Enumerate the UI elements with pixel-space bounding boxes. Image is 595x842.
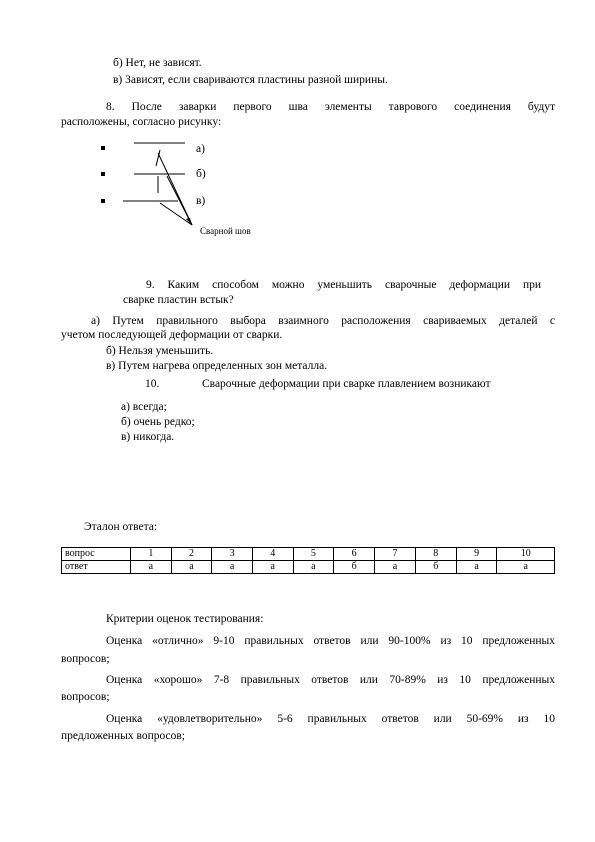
question-number: 6 xyxy=(334,548,375,561)
question-number: 2 xyxy=(171,548,212,561)
question-number: 10 xyxy=(497,548,555,561)
criteria-satisfactory-line2: предложенных вопросов; xyxy=(61,730,185,742)
criteria-good-line1: Оценка «хорошо» 7-8 правильных ответов или 70-89% из 10 предложенных xyxy=(106,674,555,686)
criteria-good-line2: вопросов; xyxy=(61,691,110,703)
answer-cell: а xyxy=(375,561,416,574)
answer-cell: а xyxy=(497,561,555,574)
answer-cell: а xyxy=(293,561,334,574)
criteria-satisfactory-line1: Оценка «удовлетворительно» 5-6 правильных ответов или 50-69% из 10 xyxy=(106,713,555,725)
table-row xyxy=(62,561,555,574)
question-number: 1 xyxy=(131,548,172,561)
answer-cell: б xyxy=(334,561,375,574)
row-label-answer: ответ xyxy=(62,561,131,574)
q9-option-a-line2: учетом последующей деформации от сварки. xyxy=(61,329,283,341)
q9-option-c: в) Путем нагрева определенных зон металла. xyxy=(106,360,328,372)
q10-option-c: в) никогда. xyxy=(121,431,175,443)
answer-key-title: Эталон ответа: xyxy=(84,521,158,533)
option-c-previous: в) Зависят, если свариваются пластины разной ширины. xyxy=(113,74,388,86)
q10-option-b: б) очень редко; xyxy=(121,416,195,428)
table-row xyxy=(62,548,555,561)
question-number: 3 xyxy=(212,548,253,561)
question-number: 5 xyxy=(293,548,334,561)
q10-option-a: а) всегда; xyxy=(121,401,167,413)
row-label-question: вопрос xyxy=(62,548,131,561)
answer-cell: а xyxy=(171,561,212,574)
question-number: 4 xyxy=(252,548,293,561)
q8-option-b: б) xyxy=(196,168,206,180)
answer-cell: а xyxy=(252,561,293,574)
answer-cell: а xyxy=(456,561,497,574)
q9-option-a-line1: а) Путем правильного выбора взаимного расположения свариваемых деталей с xyxy=(91,315,555,327)
question-number: 9 xyxy=(456,548,497,561)
option-b-previous: б) Нет, не зависят. xyxy=(113,57,202,69)
q9-option-b: б) Нельзя уменьшить. xyxy=(106,345,214,357)
q10-number: 10. xyxy=(145,378,160,390)
criteria-excellent-line1: Оценка «отлично» 9-10 правильных ответов или 90-100% из 10 предложенных xyxy=(106,635,555,647)
q8-text-line2: расположены, согласно рисунку: xyxy=(61,116,222,128)
question-number: 7 xyxy=(375,548,416,561)
answer-cell: а xyxy=(131,561,172,574)
q9-text-line1: 9. Каким способом можно уменьшить сварочные деформации при xyxy=(146,279,541,291)
question-number: 8 xyxy=(415,548,456,561)
q10-text: Сварочные деформации при сварке плавлением возникают xyxy=(202,378,491,390)
answer-cell: а xyxy=(212,561,253,574)
answer-key-table xyxy=(61,547,555,574)
q9-text-line2: сварке пластин встык? xyxy=(123,294,234,306)
criteria-excellent-line2: вопросов; xyxy=(61,653,110,665)
criteria-title: Критерии оценок тестирования: xyxy=(106,613,264,625)
answer-cell: б xyxy=(415,561,456,574)
weld-seam-label: Сварной шов xyxy=(200,226,251,236)
q8-option-c: в) xyxy=(196,195,206,207)
q8-option-a: а) xyxy=(196,143,205,155)
q8-text-line1: 8. После заварки первого шва элементы таврового соединения будут xyxy=(106,101,555,113)
